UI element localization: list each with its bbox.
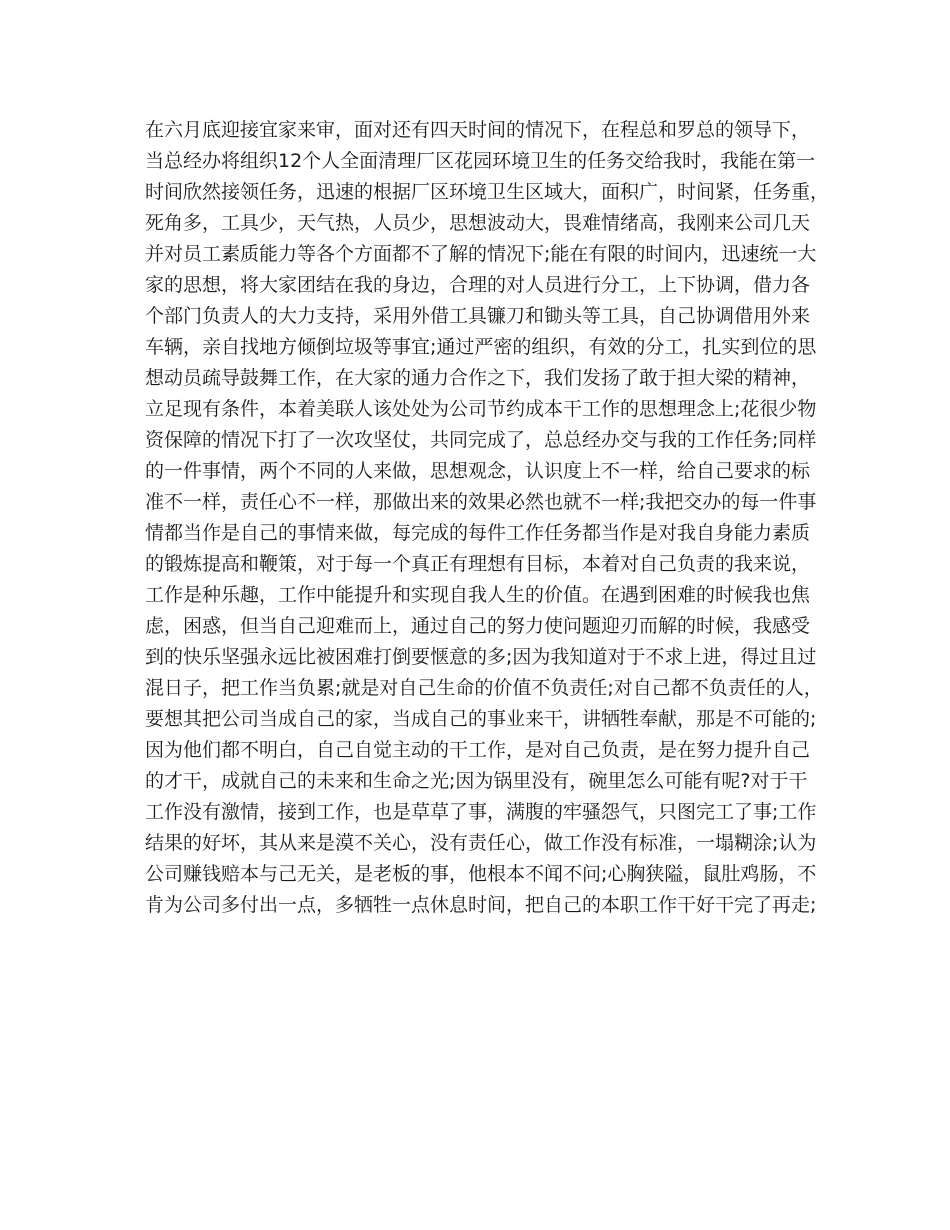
text-line: 的锻炼提高和鞭策，对于每一个真正有理想有目标，本着对自己负责的我来说， <box>145 553 811 575</box>
text-line: 虑，困惑，但当自己迎难而上，通过自己的努力使问题迎刃而解的时候，我感受 <box>145 615 811 637</box>
text-line: 混日子，把工作当负累;就是对自己生命的价值不负责任;对自己都不负责任的人， <box>145 677 823 699</box>
text-line: 公司赚钱赔本与己无关，是老板的事，他根本不闻不问;心胸狭隘，鼠肚鸡肠，不 <box>145 863 817 885</box>
text-line: 当总经办将组织12个人全面清理厂区花园环境卫生的任务交给我时，我能在第一 <box>145 150 816 172</box>
text-line: 在六月底迎接宜家来审，面对还有四天时间的情况下，在程总和罗总的领导下， <box>145 119 811 141</box>
text-line: 资保障的情况下打了一次攻坚仗，共同完成了，总总经办交与我的工作任务;同样 <box>145 429 817 451</box>
text-line: 工作是种乐趣，工作中能提升和实现自我人生的价值。在遇到困难的时候我也焦 <box>145 584 811 606</box>
text-line: 到的快乐坚强永远比被困难打倒要惬意的多;因为我知道对于不求上进，得过且过 <box>145 646 817 668</box>
text-line: 要想其把公司当成自己的家，当成自己的事业来干，讲牺牲奉献，那是不可能的; <box>145 708 817 730</box>
text-line: 时间欣然接领任务，迅速的根据厂区环境卫生区域大，面积广，时间紧，任务重， <box>145 181 830 203</box>
text-line: 家的思想，将大家团结在我的身边，合理的对人员进行分工，上下协调，借力各 <box>145 274 811 296</box>
text-line: 立足现有条件，本着美联人该处处为公司节约成本干工作的思想理念上;花很少物 <box>145 398 817 420</box>
text-line: 并对员工素质能力等各个方面都不了解的情况下;能在有限的时间内，迅速统一大 <box>145 243 817 265</box>
text-line: 准不一样，责任心不一样，那做出来的效果必然也就不一样;我把交办的每一件事 <box>145 491 817 513</box>
text-line: 死角多，工具少，天气热，人员少，思想波动大，畏难情绪高，我刚来公司几天 <box>145 212 811 234</box>
text-line: 的才干，成就自己的未来和生命之光;因为锅里没有，碗里怎么可能有呢?对于干 <box>145 770 808 792</box>
text-line: 情都当作是自己的事情来做，每完成的每件工作任务都当作是对我自身能力素质 <box>145 522 811 544</box>
text-line: 个部门负责人的大力支持，采用外借工具镰刀和锄头等工具，自己协调借用外来 <box>145 305 811 327</box>
text-line: 的一件事情，两个不同的人来做，思想观念，认识度上不一样，给自己要求的标 <box>145 460 811 482</box>
text-line: 车辆，亲自找地方倾倒垃圾等事宜;通过严密的组织，有效的分工，扎实到位的思 <box>145 336 817 358</box>
body-paragraph <box>145 115 830 921</box>
text-line: 因为他们都不明白，自己自觉主动的干工作，是对自己负责，是在努力提升自己 <box>145 739 811 761</box>
text-line: 想动员疏导鼓舞工作，在大家的通力合作之下，我们发扬了敢于担大梁的精神， <box>145 367 811 389</box>
text-line: 肯为公司多付出一点，多牺牲一点休息时间，把自己的本职工作干好干完了再走; <box>145 894 817 916</box>
text-line: 结果的好坏，其从来是漠不关心，没有责任心，做工作没有标准，一塌糊涂;认为 <box>145 832 817 854</box>
text-line: 工作没有激情，接到工作，也是草草了事，满腹的牢骚怨气，只图完工了事;工作 <box>145 801 817 823</box>
